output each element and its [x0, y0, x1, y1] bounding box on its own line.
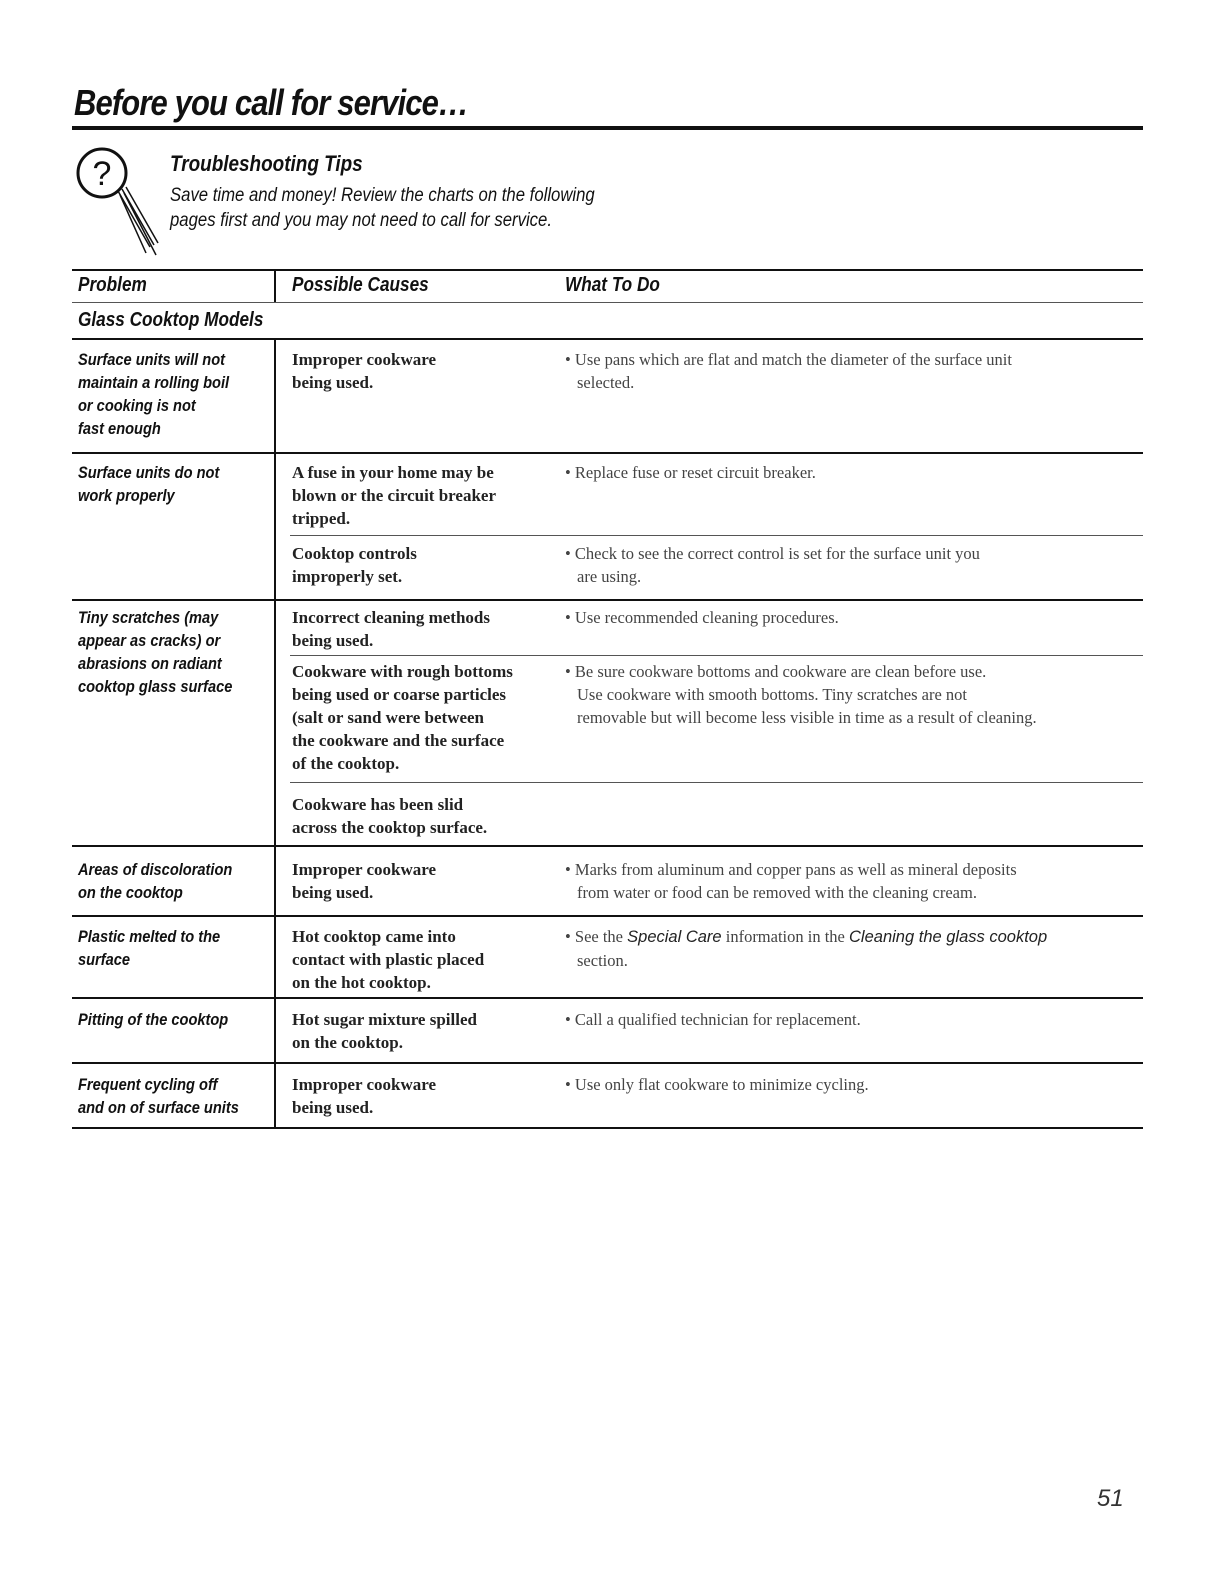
cause-cell: Incorrect cleaning methods being used.: [292, 608, 490, 650]
svg-text:?: ?: [92, 155, 112, 193]
title-rule: [72, 126, 1143, 130]
page-number: 51: [1097, 1485, 1124, 1512]
todo-cell: • See the Special Care information in the Cleaning the glass cooktop section.: [565, 927, 1048, 970]
sub-row-rule: [290, 655, 1143, 656]
todo-cell: • Check to see the correct control is set for the surface unit you are using.: [565, 544, 980, 586]
section-glass-cooktop-models: Glass Cooktop Models: [78, 309, 264, 331]
header-problem: Problem: [78, 274, 147, 296]
row-rule: [72, 845, 1143, 847]
todo-cell: • Marks from aluminum and copper pans as well as mineral deposits from water or food can be removed with the cleaning cream.: [565, 860, 1017, 902]
header-divider: [274, 270, 276, 302]
cleaning-section-ref: Cleaning the glass cooktop: [849, 928, 1048, 946]
cause-cell: Cookware has been slid across the cooktop surface.: [292, 795, 488, 837]
header-bottom-rule: [72, 302, 1143, 303]
todo-cell: • Call a qualified technician for replacement.: [565, 1010, 861, 1029]
todo-cell: • Replace fuse or reset circuit breaker.: [565, 463, 816, 482]
header-possible-causes: Possible Causes: [292, 274, 429, 296]
column-divider: [274, 340, 276, 1128]
row-rule: [72, 1062, 1143, 1064]
todo-cell: • Use only flat cookware to minimize cycling.: [565, 1075, 869, 1094]
row-rule: [72, 997, 1143, 999]
cause-cell: Improper cookware being used.: [292, 860, 437, 902]
table-top-rule: [72, 269, 1143, 271]
problem-cell: Plastic melted to the surface: [78, 927, 221, 969]
sub-row-rule: [290, 535, 1143, 536]
todo-cell: • Use pans which are flat and match the diameter of the surface unit selected.: [565, 350, 1012, 392]
cause-cell: Improper cookware being used.: [292, 1075, 437, 1117]
cause-cell: Cooktop controls improperly set.: [292, 544, 417, 586]
problem-cell: Surface units do not work properly: [78, 463, 220, 505]
section-bottom-rule: [72, 338, 1143, 340]
problem-cell: Pitting of the cooktop: [78, 1010, 229, 1029]
tips-text: [170, 183, 595, 233]
question-mark-magnifier-icon: [74, 143, 174, 263]
cause-cell: Hot cooktop came into contact with plastic placed on the hot cooktop.: [292, 927, 485, 992]
problem-cell: Areas of discoloration on the cooktop: [78, 860, 233, 902]
todo-cell: • Be sure cookware bottoms and cookware are clean before use. Use cookware with smooth bottoms. Tiny scratches are not removable but will become less visible in time as a result of cleaning.: [565, 662, 1037, 727]
row-rule: [72, 599, 1143, 601]
sub-row-rule: [290, 782, 1143, 783]
tips-heading: Troubleshooting Tips: [170, 151, 363, 176]
row-rule: [72, 915, 1143, 917]
problem-cell: Surface units will not maintain a rolling boil or cooking is not fast enough: [78, 350, 230, 438]
cause-cell: Improper cookware being used.: [292, 350, 437, 392]
tips-line-2: pages first and you may not need to call for service.: [170, 210, 552, 231]
problem-cell: Frequent cycling off and on of surface units: [78, 1075, 239, 1117]
special-care-ref: Special Care: [627, 928, 722, 946]
cause-cell: Hot sugar mixture spilled on the cooktop.: [292, 1010, 477, 1052]
cause-cell: Cookware with rough bottoms being used or coarse particles (salt or sand were between the cookware and the surface of the cooktop.: [292, 662, 513, 773]
problem-cell: Tiny scratches (may appear as cracks) or abrasions on radiant cooktop glass surface: [78, 608, 233, 696]
row-rule: [72, 452, 1143, 454]
page-title: Before you call for service…: [74, 82, 469, 123]
header-what-to-do: What To Do: [565, 274, 660, 296]
table-bottom-rule: [72, 1127, 1143, 1129]
todo-cell: • Use recommended cleaning procedures.: [565, 608, 839, 627]
cause-cell: A fuse in your home may be blown or the circuit breaker tripped.: [292, 463, 496, 528]
tips-line-1: Save time and money! Review the charts on the following: [170, 185, 595, 206]
